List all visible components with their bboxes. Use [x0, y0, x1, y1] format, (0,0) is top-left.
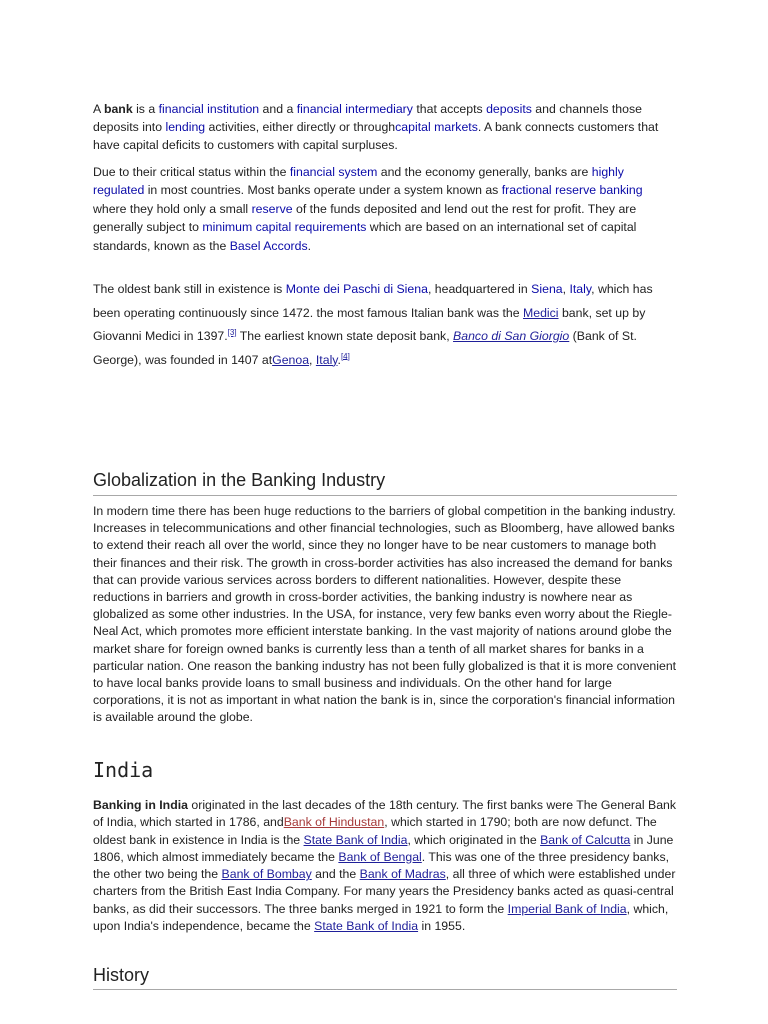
link-genoa[interactable]: Genoa — [272, 352, 310, 367]
link-financial-institution[interactable]: financial institution — [158, 102, 260, 116]
intro-paragraph-3: The oldest bank still in existence is Monte dei Paschi di Siena, headquartered in Siena, Italy, which has been operating continuously since 1472. the most famous Italian bank was the Medici bank, set up by Giovanni Medici in 1397.[3] The earliest known state deposit bank, Banco di San Giorgio (Bank of St. George), was founded in 1407 atGenoa, Italy.[4] — [93, 282, 653, 367]
link-banco-di-san-giorgio[interactable]: Banco di San Giorgio — [453, 329, 570, 343]
term-bank: bank — [103, 102, 133, 116]
link-bank-of-calcutta[interactable]: Bank of Calcutta — [540, 832, 631, 847]
intro-paragraph-2: Due to their critical status within the financial system and the economy generally, banks are highly regulated in most countries. Most banks operate under a system known as fractional reserve banking where they hold only a small reserve of the funds deposited and lend out the rest for profit. They are generally subject to minimum capital requirements which are based on an international set of capital standards, known as the Basel Accords. — [93, 165, 643, 253]
reference-4[interactable]: [4] — [340, 351, 350, 361]
link-state-bank-of-india[interactable]: State Bank of India — [303, 832, 408, 847]
link-bank-of-bombay[interactable]: Bank of Bombay — [221, 867, 312, 882]
india-paragraph: Banking in India originated in the last decades of the 18th century. The first banks were The General Bank of India, which started in 1786, andBank of Hindustan, which started in 1790; both are now defunct. The oldest bank in existence in India is the State Bank of India, which originated in the Bank of Calcutta in June 1806, which almost immediately became the Bank of Bengal. This was one of the three presidency banks, the other two being the Bank of Bombay and the Bank of Madras, all three of which were established under charters from the British East India Company. For many years the Presidency banks acted as quasi-central banks, as did their successors. The three banks merged in 1921 to form the Imperial Bank of India, which, upon India's independence, became the State Bank of India in 1955. — [93, 798, 677, 934]
heading-india: India — [93, 758, 154, 782]
heading-globalization: Globalization in the Banking Industry — [93, 470, 677, 496]
link-bank-of-madras[interactable]: Bank of Madras — [359, 867, 446, 882]
link-financial-intermediary[interactable]: financial intermediary — [296, 102, 413, 116]
link-highly-regulated[interactable]: highly regulated — [93, 165, 624, 198]
link-monte-dei-paschi[interactable]: Monte dei Paschi di Siena — [285, 282, 428, 296]
link-siena[interactable]: Siena — [531, 282, 563, 296]
link-lending[interactable]: lending — [165, 120, 206, 134]
link-minimum-capital-requirements[interactable]: minimum capital requirements — [202, 220, 367, 235]
link-imperial-bank-of-india[interactable]: Imperial Bank of India — [507, 901, 627, 916]
link-fractional-reserve-banking[interactable]: fractional reserve banking — [501, 183, 643, 198]
link-italy[interactable]: Italy — [569, 282, 592, 296]
reference-3[interactable]: [3] — [227, 327, 237, 337]
link-bank-of-bengal[interactable]: Bank of Bengal — [338, 849, 422, 864]
heading-history: History — [93, 965, 677, 990]
link-deposits[interactable]: deposits — [486, 102, 532, 116]
link-financial-system[interactable]: financial system — [289, 165, 378, 179]
link-basel-accords[interactable]: Basel Accords — [229, 238, 308, 253]
globalization-paragraph: In modern time there has been huge reductions to the barriers of global competition in the banking industry. Increases in telecommunications and other financial technologies, such as Bloomberg, have allowed banks to extend their reach all over the world, since they no longer have to be near customers to manage both their finances and their risk. The growth in cross-border activities has also increased the demand for banks that can provide various services across borders to different nationalities. However, despite these reductions in barriers and growth in cross-border activities, the banking industry is nowhere near as globalized as some other industries. In the USA, for instance, very few banks even worry about the Riegle-Neal Act, which promotes more efficient interstate banking. In the vast majority of nations around globe the market share for foreign owned banks is currently less than a tenth of all market shares for banks in a particular nation. One reason the banking industry has not been fully globalized is that it is more convenient to have local banks provide loans to small business and individuals. On the other hand for large corporations, it is not as important in what nation the bank is in, since the corporation's financial information is available around the globe. — [93, 504, 677, 725]
link-medici[interactable]: Medici — [522, 305, 559, 320]
link-state-bank-of-india-2[interactable]: State Bank of India — [314, 919, 419, 934]
term-banking-in-india: Banking in India — [93, 798, 188, 812]
intro-paragraph-1: A bank is a financial institution and a financial intermediary that accepts deposits and channels those deposits into lending activities, either directly or throughcapital markets. A bank connects customers that have capital deficits to customers with capital surpluses. — [93, 102, 659, 152]
link-capital-markets[interactable]: capital markets — [395, 120, 478, 134]
link-italy-2[interactable]: Italy — [315, 352, 338, 367]
link-reserve[interactable]: reserve — [251, 201, 293, 216]
link-bank-of-hindustan[interactable]: Bank of Hindustan — [283, 815, 385, 830]
